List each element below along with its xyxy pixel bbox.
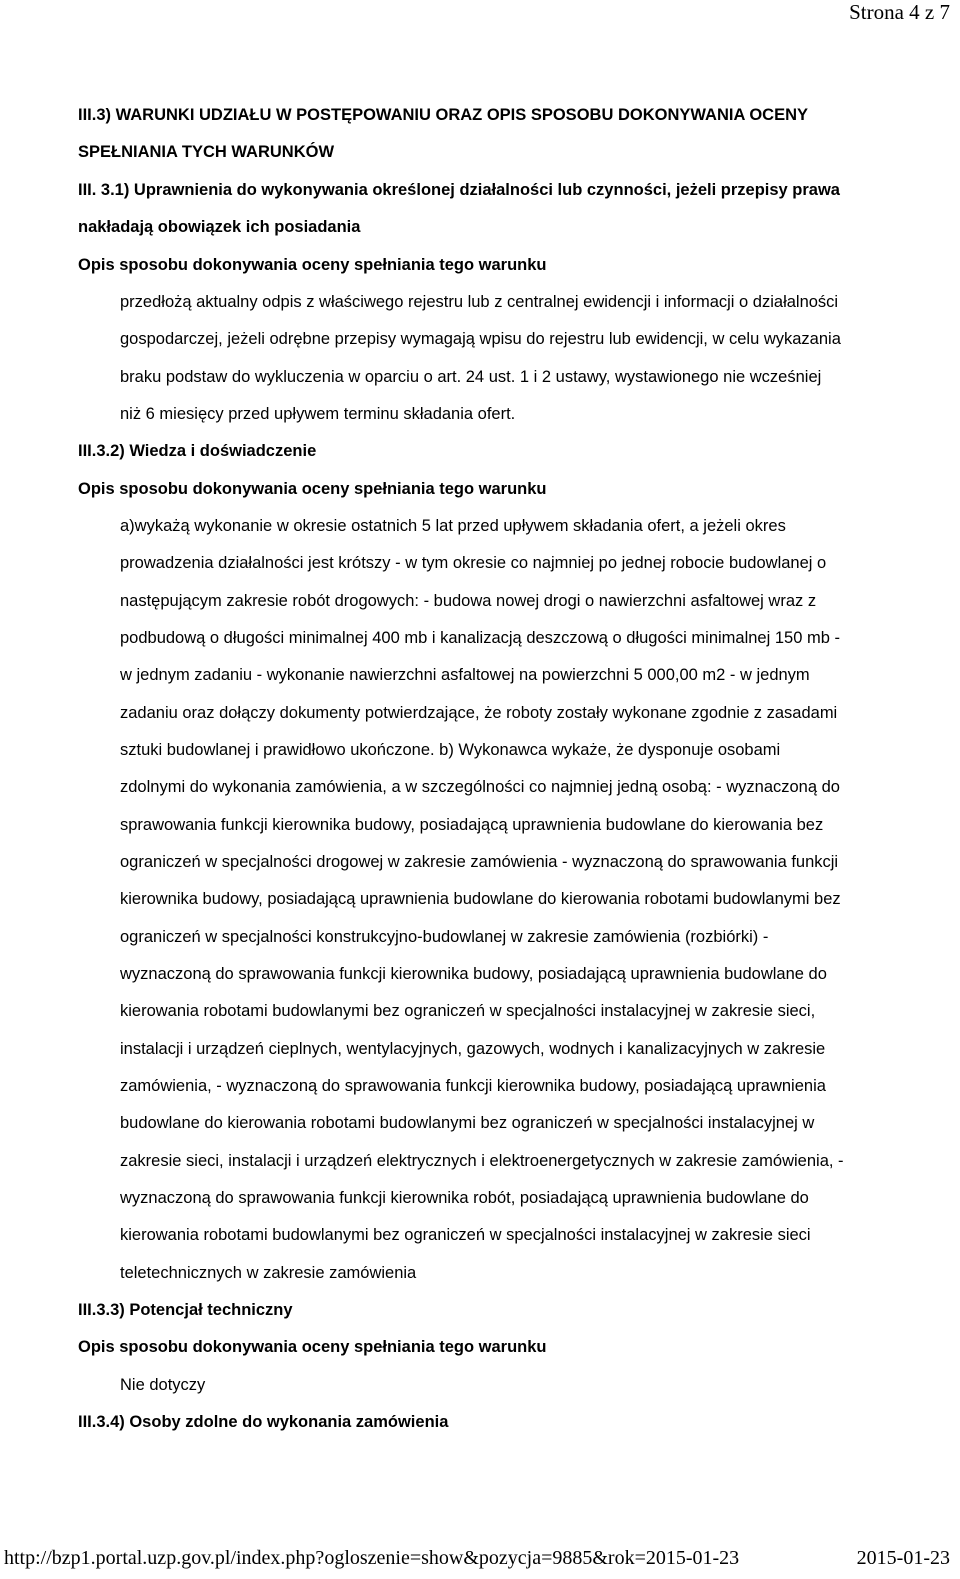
s2-body-line: a)wykażą wykonanie w okresie ostatnich 5 lat przed upływem składania ofert, a jeżeli okres xyxy=(120,517,786,535)
section-title-line-2: SPEŁNIANIA TYCH WARUNKÓW xyxy=(78,143,335,161)
s2-body-line: kierownika budowy, posiadającą uprawnienia budowlane do kierowania robotami budowlanymi bez xyxy=(120,890,841,908)
s3-body: Nie dotyczy xyxy=(120,1376,206,1394)
s2-body-line: ograniczeń w specjalności konstrukcyjno-budowlanej w zakresie zamówienia (rozbiórki) - xyxy=(120,928,769,946)
s2-body-line: instalacji i urządzeń cieplnych, wentylacyjnych, gazowych, wodnych i kanalizacyjnych w zakresie xyxy=(120,1040,826,1058)
s2-body-line: wyznaczoną do sprawowania funkcji kierownika robót, posiadającą uprawnienia budowlane do xyxy=(120,1189,809,1207)
footer-url-link[interactable]: http://bzp1.portal.uzp.gov.pl/index.php?ogloszenie=show&pozycja=9885&rok=2015-01-23 xyxy=(4,1547,740,1569)
s2-opis-label: Opis sposobu dokonywania oceny spełniania tego warunku xyxy=(78,480,547,498)
s2-body-line: zamówienia, - wyznaczoną do sprawowania funkcji kierownika budowy, posiadającą uprawnienia xyxy=(120,1077,826,1095)
s2-body-line: sztuki budowlanej i prawidłowo ukończone. b) Wykonawca wykaże, że dysponuje osobami xyxy=(120,741,781,759)
s3-heading: III.3.3) Potencjał techniczny xyxy=(78,1301,293,1319)
s2-body-line: kierowania robotami budowlanymi bez ograniczeń w specjalności instalacyjnej w zakresie sieci xyxy=(120,1226,811,1244)
s1-heading-line-1: III. 3.1) Uprawnienia do wykonywania określonej działalności lub czynności, jeżeli przepisy prawa xyxy=(78,181,840,199)
s2-body-line: ograniczeń w specjalności drogowej w zakresie zamówienia - wyznaczoną do sprawowania funkcji xyxy=(120,853,839,871)
s2-body-line: zakresie sieci, instalacji i urządzeń elektrycznych i elektroenergetycznych w zakresie zamówienia, - xyxy=(120,1152,844,1170)
s2-body-line: w jednym zadaniu - wykonanie nawierzchni asfaltowej na powierzchni 5 000,00 m2 - w jednym xyxy=(120,666,810,684)
s1-opis-label: Opis sposobu dokonywania oceny spełniania tego warunku xyxy=(78,256,547,274)
s4-heading: III.3.4) Osoby zdolne do wykonania zamówienia xyxy=(78,1413,449,1431)
s1-heading-line-2: nakładają obowiązek ich posiadania xyxy=(78,218,361,236)
s2-body-line: teletechnicznych w zakresie zamówienia xyxy=(120,1264,417,1282)
s2-body-line: sprawowania funkcji kierownika budowy, posiadającą uprawnienia budowlane do kierowania bez xyxy=(120,816,824,834)
page-number: Strona 4 z 7 xyxy=(849,0,950,24)
s2-body-line: prowadzenia działalności jest krótszy - w tym okresie co najmniej po jednej robocie budowlanej o xyxy=(120,554,827,572)
s2-body-line: budowlane do kierowania robotami budowlanymi bez ograniczeń w specjalności instalacyjnej w xyxy=(120,1114,815,1132)
s1-body-line: przedłożą aktualny odpis z właściwego rejestru lub z centralnej ewidencji i informacji o działalności xyxy=(120,293,839,311)
s1-body-line: gospodarczej, jeżeli odrębne przepisy wymagają wpisu do rejestru lub ewidencji, w celu wykazania xyxy=(120,330,841,348)
s2-body-line: wyznaczoną do sprawowania funkcji kierownika budowy, posiadającą uprawnienia budowlane do xyxy=(120,965,827,983)
s2-heading: III.3.2) Wiedza i doświadczenie xyxy=(78,442,317,460)
section-title-line-1: III.3) WARUNKI UDZIAŁU W POSTĘPOWANIU ORAZ OPIS SPOSOBU DOKONYWANIA OCENY xyxy=(78,106,809,124)
s2-body-line: zdolnymi do wykonania zamówienia, a w szczególności co najmniej jedną osobą: - wyznaczoną do xyxy=(120,778,840,796)
s1-body-line: niż 6 miesięcy przed upływem terminu składania ofert. xyxy=(120,405,516,423)
s3-opis-label: Opis sposobu dokonywania oceny spełniania tego warunku xyxy=(78,1338,547,1356)
s2-body-line: podbudową o długości minimalnej 400 mb i kanalizacją deszczową o długości minimalnej 150 mb - xyxy=(120,629,840,647)
s2-body-line: następującym zakresie robót drogowych: - budowa nowej drogi o nawierzchni asfaltowej wraz z xyxy=(120,592,817,610)
s2-body-line: kierowania robotami budowlanymi bez ograniczeń w specjalności instalacyjnej w zakresie sieci, xyxy=(120,1002,816,1020)
s1-body-line: braku podstaw do wykluczenia w oparciu o art. 24 ust. 1 i 2 ustawy, wystawionego nie wcześniej xyxy=(120,368,822,386)
footer-date: 2015-01-23 xyxy=(856,1547,950,1569)
s2-body-line: zadaniu oraz dołączy dokumenty potwierdzające, że roboty zostały wykonane zgodnie z zasadami xyxy=(120,704,838,722)
